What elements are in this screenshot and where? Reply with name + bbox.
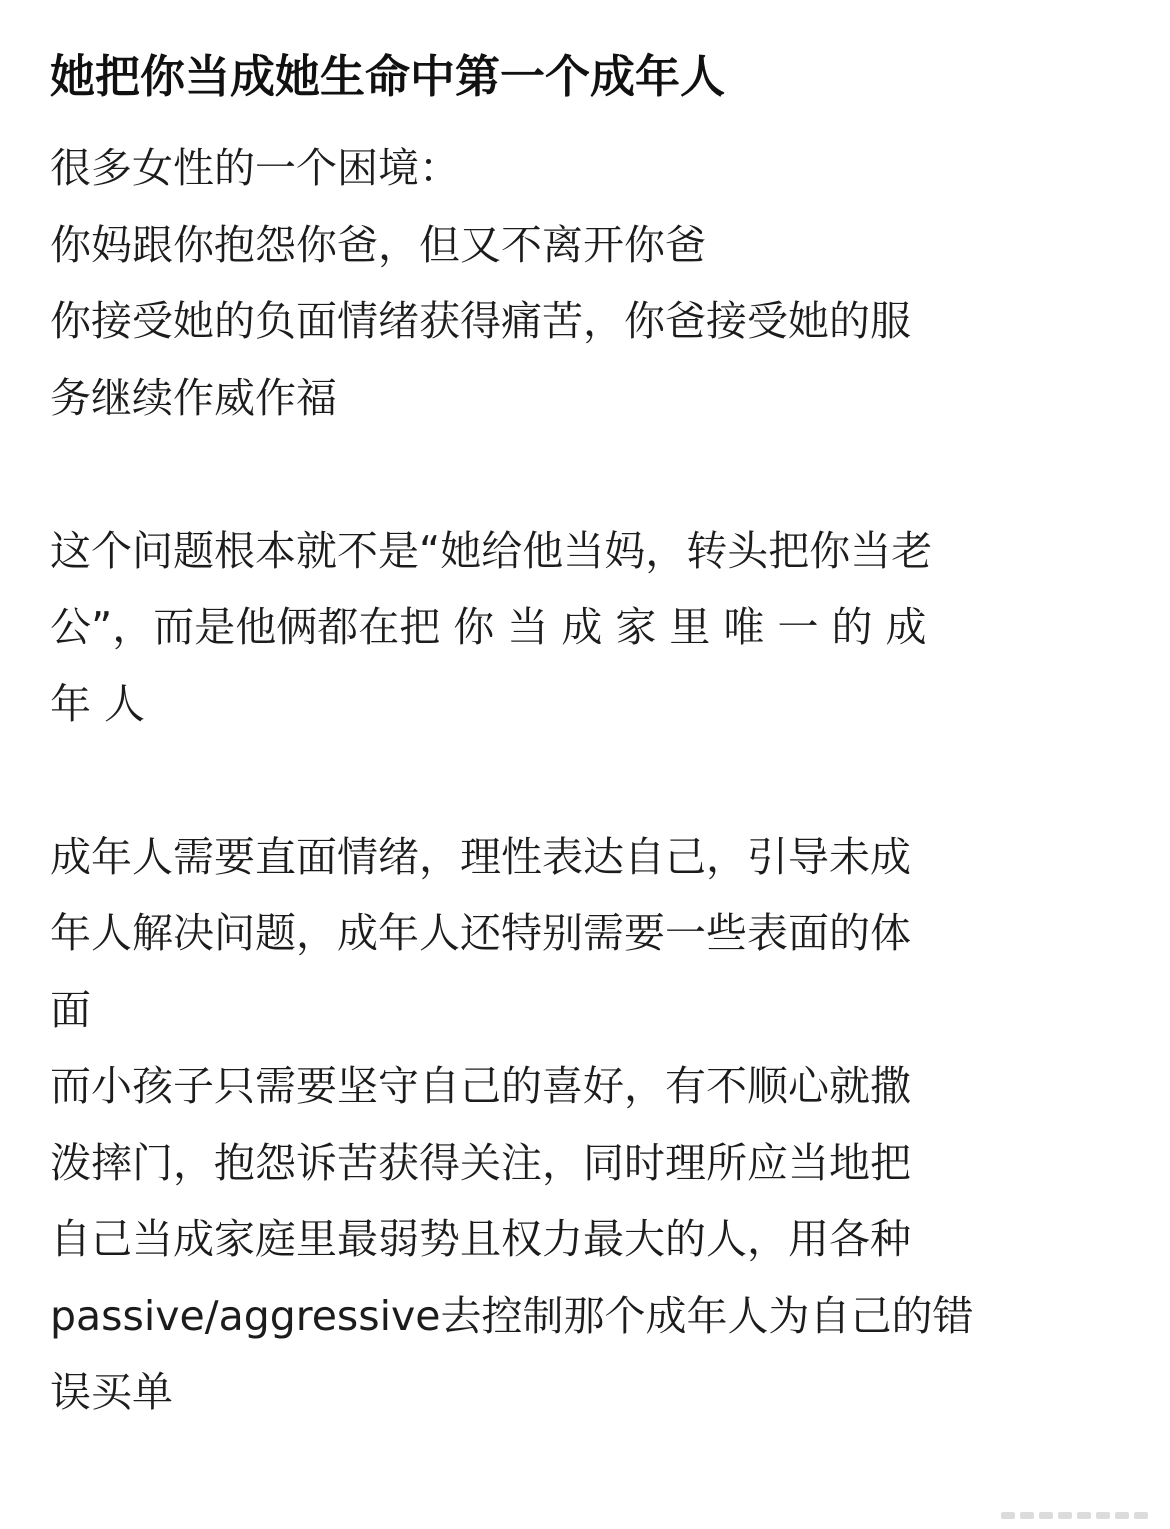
watermark-mark	[1001, 1512, 1015, 1519]
text-line: 这个问题根本就不是“她给他当妈，转头把你当老	[50, 526, 933, 575]
watermark-mark	[1020, 1512, 1034, 1519]
watermark-logo	[1001, 1512, 1148, 1519]
post-title: 她把你当成她生命中第一个成年人	[50, 50, 726, 103]
paragraph-gap	[50, 742, 1130, 819]
paragraph-gap	[50, 436, 1130, 513]
text-line: 年人解决问题，成年人还特别需要一些表面的体	[50, 909, 911, 957]
text-line: 务继续作威作福	[50, 373, 337, 422]
text-line: passive/aggressive去控制那个成年人为自己的错	[50, 1291, 974, 1340]
text-line: 成年人需要直面情绪，理性表达自己，引导未成	[50, 832, 911, 881]
text-line: 很多女性的一个困境：	[50, 144, 460, 192]
text-line: 你接受她的负面情绪获得痛苦，你爸接受她的服	[50, 297, 911, 345]
watermark-mark	[1134, 1512, 1148, 1519]
watermark-mark	[1058, 1512, 1072, 1519]
watermark-mark	[1096, 1512, 1110, 1519]
text-line: 你妈跟你抱怨你爸，但又不离开你爸	[50, 220, 706, 269]
text-line: 公”，而是他俩都在把 你 当 成 家 里 唯 一 的 成	[50, 603, 927, 651]
text-line: 年 人	[50, 679, 146, 728]
post-body	[50, 130, 1130, 1431]
watermark-mark	[1115, 1512, 1129, 1519]
text-line: 泼摔门，抱怨诉苦获得关注，同时理所应当地把	[50, 1138, 911, 1187]
watermark-mark	[1077, 1512, 1091, 1519]
post	[50, 0, 1130, 1431]
text-line: 误买单	[50, 1368, 173, 1416]
text-line: 而小孩子只需要坚守自己的喜好，有不顺心就撒	[50, 1062, 911, 1110]
text-line: 自己当成家庭里最弱势且权力最大的人，用各种	[50, 1215, 911, 1263]
watermark-mark	[1039, 1512, 1053, 1519]
text-line: 面	[50, 985, 91, 1034]
